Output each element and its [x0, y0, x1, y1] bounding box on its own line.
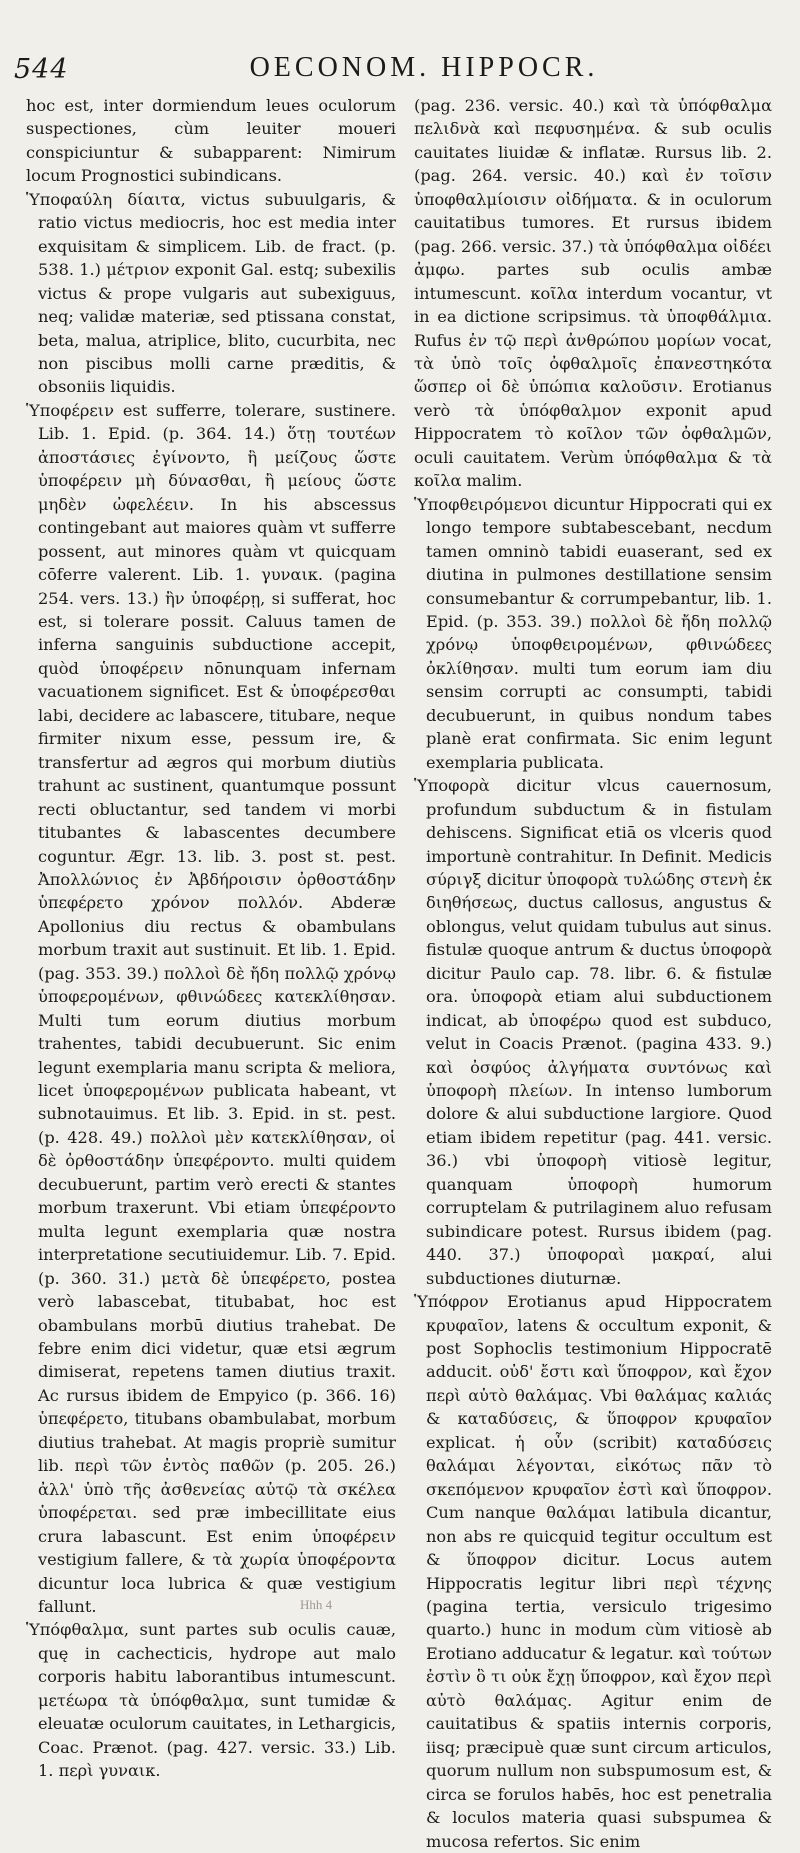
running-title: OECONOM. HIPPOCR.: [249, 52, 599, 83]
page-number: 544: [14, 54, 69, 85]
dictionary-entry: Ὑπόφθαλμα, sunt partes sub oculis cauæ, quę in cachecticis, hydrope aut malo corporis habitu laborantibus intumescunt. μετέωρα τὰ ὑπόφθαλμα, sunt tumidæ & eleuatæ oculorum cauitates, in Lethargicis, Coac. Prænot. (pag. 427. versic. 33.) Lib. 1. περὶ γυναικ.: [26, 1620, 396, 1781]
dictionary-entry: Ὑπόφρον Erotianus apud Hippocratem κρυφαῖον, latens & occultum exponit, & post Sophoclis testimonium Hippocratē adducit. οὐδ' ἔστι καὶ ὕποφρον, καὶ ἔχον περὶ αὐτὸ θαλάμας. Vbi θαλάμας καλιάς & καταδύσεις, & ὕποφρον κρυφαῖον explicat. ἡ οὖν (scribit) καταδύσεις θαλάμαι λέγονται, εἰκότως πᾶν τὸ σκεπόμενον κρυφαῖον ἐστὶ καὶ ὕποφρον. Cum nanque θαλάμαι latibula dicantur, non abs re quicquid tegitur occultum est & ὕποφρον dicitur. Locus autem Hippocratis legitur libri περὶ τέχνης (pagina tertia, versiculo trigesimo quarto.) hunc in modum cùm vitiosè ab Erotiano adducatur & legatur. καὶ τούτων ἐστὶν ὃ τι οὐκ ἔχῃ ὕποφρον, καὶ ἔχον περὶ αὐτὸ θαλάμας. Agitur enim de cauitatibus & spatiis internis corporis, iisq; præcipuè quæ sunt circum articulos, quorum nullum non subspumosum est, & circa se forulos habēs, hoc est penetralia & loculos materia quasi subspumea & mucosa refertos. Sic enim: [414, 1292, 772, 1851]
right-column: [414, 94, 772, 1851]
dictionary-entry: Ὑποφέρειν est sufferre, tolerare, sustinere. Lib. 1. Epid. (p. 364. 14.) ὅτῃ τουτέων ἀποστάσιες ἐγίνοντο, ἢ μείζους ὥστε ὑποφέρειν μὴ δύνασθαι, ἢ μείους ὥστε μηδὲν ὠφελέειν. In his abscessus contingebant aut maiores quàm vt sufferre possent, aut minores quàm vt quicquam cōferre valerent. Lib. 1. γυναικ. (pagina 254. vers. 13.) ἢν ὑποφέρῃ, si sufferat, hoc est, si tolerare possit. Caluus tamen de inferna sanguinis subductione accepit, quòd ὑποφέρειν nōnunquam infernam vacuationem significet. Est & ὑποφέρεσθαι labi, decidere ac labascere, titubare, neque firmiter nixum esse, pessum ire, & transfertur ad ægros qui morbum diutiùs trahunt ac sustinent, quantumque possunt recti obluctantur, sed tandem vi morbi titubantes & labascentes decumbere coguntur. Ægr. 13. lib. 3. post st. pest. Ἀπολλώνιος ἐν Ἀβδήροισιν ὀρθοστάδην ὑπεφέρετο χρόνον πολλόν. Abderæ Apollonius diu rectus & obambulans morbum traxit aut sustinuit. Et lib. 1. Epid. (pag. 353. 39.) πολλοὶ δὲ ἤδη πολλῷ χρόνῳ ὑποφερομένων, φθινώδεες κατεκλίθησαν. Multi tum eorum diutius morbum trahentes, tabidi decubuerunt. Sic enim legunt exemplaria manu scripta & meliora, licet ὑποφερομένων publicata habeant, vt subnotauimus. Et lib. 3. Epid. in st. pest. (p. 428. 49.) πολλοὶ μὲν κατεκλίθησαν, οἱ δὲ ὀρθοστάδην ὑπεφέροντο. multi quidem decubuerunt, partim verò erecti & stantes morbum traxerunt. Vbi etiam ὑπεφέροντο multa legunt exemplaria quæ nostra interpretatione secutiuidemur. Lib. 7. Epid. (p. 360. 31.) μετὰ δὲ ὑπεφέρετο, postea verò labascebat, titubabat, hoc est obambulans morbū diutius trahebat. De febre enim dici videtur, quæ etsi ægrum dimiserat, repetens tamen diutius traxit. Ac rursus ibidem de Empyico (p. 366. 16) ὑπεφέρετο, titubans obambulabat, morbum diutius trahebat. At magis propriè sumitur lib. περὶ τῶν ἐντὸς παθῶν (p. 205. 26.) ἀλλ' ὑπὸ τῆς ἀσθενείας αὐτῷ τὰ σκέλεα ὑποφέρεται. sed præ imbecillitate eius crura labascunt. Est enim ὑποφέρειν vestigium fallere, & τὰ χωρία ὑποφέροντα dicuntur loca lubrica & quæ vestigium fallunt.: [26, 400, 396, 1616]
paragraph: hoc est, inter dormiendum leues oculorum suspectiones, cùm leuiter moueri conspiciuntur & subapparent: Nimirum locum Prognostici subindicans.: [26, 96, 396, 186]
paragraph: (pag. 236. versic. 40.) καὶ τὰ ὑπόφθαλμα πελιδνὰ καὶ πεφυσημένα. & sub oculis cauitates liuidæ & inflatæ. Rursus lib. 2. (pag. 264. versic. 40.) καὶ ἐν τοῖσιν ὑποφθαλμίοισιν οἰδήματα. & in oculorum cauitatibus tumores. Et rursus ibidem (pag. 266. versic. 37.) τὰ ὑπόφθαλμα οἰδέει ἀμφω. partes sub oculis ambæ intumescunt. κοῖλα interdum vocantur, vt in ea dictione scripsimus. τὰ ὑποφθάλμια. Rufus ἐν τῷ περὶ ἀνθρώπου μορίων vocat, τὰ ὑπὸ τοῖς ὀφθαλμοῖς ἐπανεστηκότα ὥσπερ οἱ δὲ ὑπώπια καλοῦσιν. Erotianus verò τὰ ὑπόφθαλμον exponit apud Hippocratem τὸ κοῖλον τῶν ὀφθαλμῶν, oculi cauitatem. Verùm ὑπόφθαλμα & τὰ κοῖλα malim.: [414, 96, 772, 491]
page-header: [14, 52, 774, 92]
dictionary-entry: Ὑποφορὰ dicitur vlcus cauernosum, profundum subductum & in fistulam dehiscens. Significat etiā os vlceris quod importunè contrahitur. In Definit. Medicis σύριγξ dicitur ὑποφορὰ τυλώδης στενὴ ἐκ διηθήσεως, ductus callosus, angustus & oblongus, velut quidam tubulus aut sinus. fistulæ quoque antrum & ductus ὑποφορὰ dicitur Paulo cap. 78. libr. 6. & fistulæ ora. ὑποφορὰ etiam alui subductionem indicat, ab ὑποφέρω quod est subduco, velut in Coacis Prænot. (pagina 433. 9.) καὶ ὀσφύος ἀλγήματα συντόνως καὶ ὑποφορὴ πλείων. In intenso lumborum dolore & alui subductione largiore. Quod etiam ibidem repetitur (pag. 441. versic. 36.) vbi ὑποφορὴ vitiosè legitur, quanquam ὑποφορὴ humorum corruptelam & putrilaginem aluo refusam subindicare potest. Rursus ibidem (pag. 440. 37.) ὑποφοραὶ μακραί, alui subductiones diuturnæ.: [414, 776, 772, 1288]
dictionary-entry: Ὑποφθειρόμενοι dicuntur Hippocrati qui ex longo tempore subtabescebant, necdum tamen omninò tabidi euaserant, sed ex diutina in pulmones destillatione sensim consumebantur & corrumpebantur, lib. 1. Epid. (p. 353. 39.) πολλοὶ δὲ ἤδη πολλῷ χρόνῳ ὑποφθειρομένων, φθινώδεες ὀκλίθησαν. multi tum eorum iam diu sensim corrupti ac consumpti, tabidi decubuerunt, in quibus nondum tabes planè erat confirmata. Sic enim legunt exemplaria publicata.: [414, 494, 772, 772]
dictionary-entry: Ὑποφαύλη δίαιτα, victus subuulgaris, & ratio victus mediocris, hoc est media inter exquisitam & simplicem. Lib. de fract. (p. 538. 1.) μέτριον exponit Gal. estq; subexilis victus & prope vulgaris aut subexiguus, neq; validæ materiæ, sed ptissana constat, beta, malua, atriplice, blito, cucurbita, nec non piscibus molli carne præditis, & obsoniis liquidis.: [26, 189, 396, 397]
signature-mark: Hhh 4: [300, 1597, 333, 1612]
